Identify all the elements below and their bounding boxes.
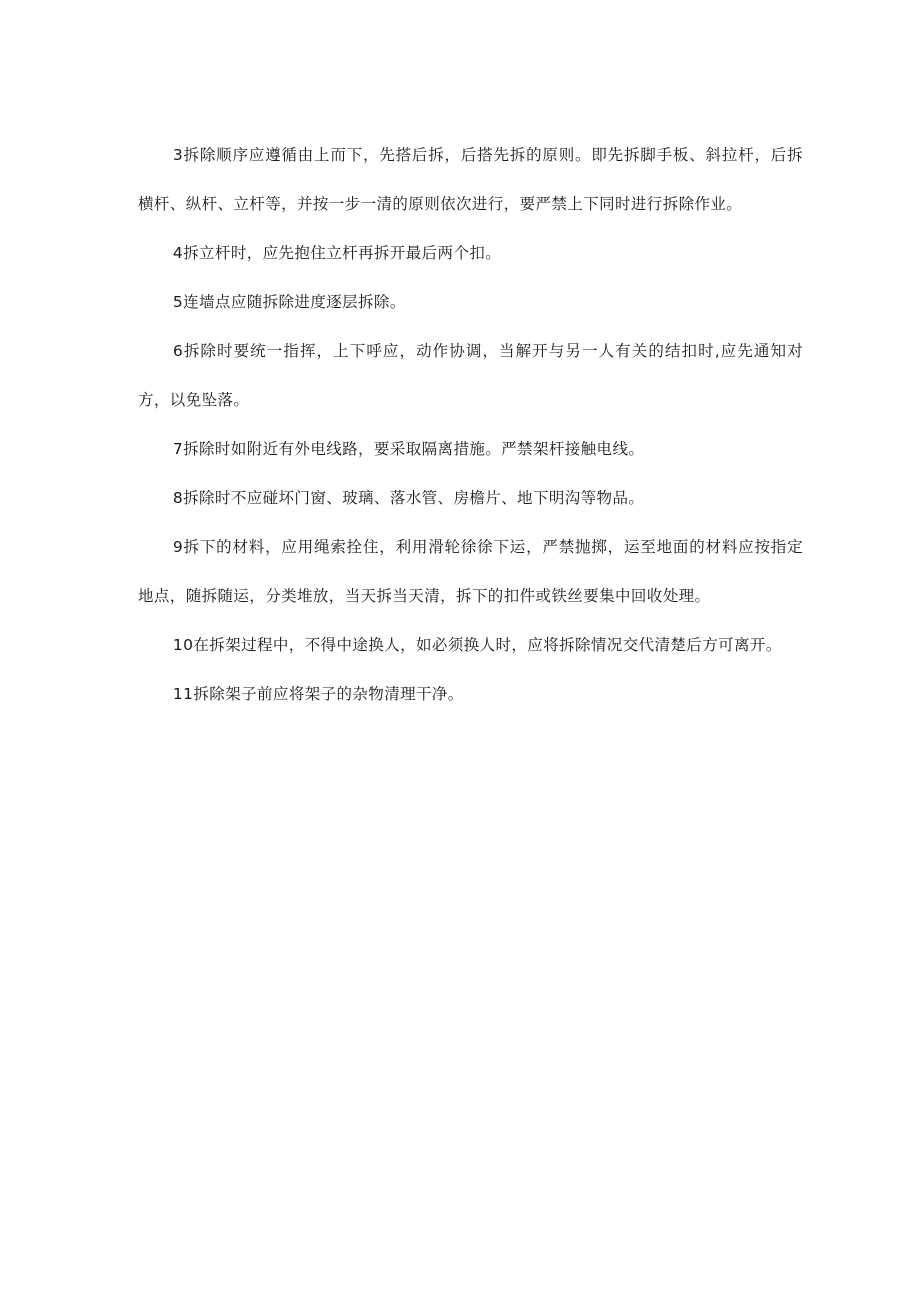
- paragraph-3: 3拆除顺序应遵循由上而下，先搭后拆，后搭先拆的原则。即先拆脚手板、斜拉杆，后拆横杆、纵杆、立杆等，并按一步一清的原则依次进行，要严禁上下同时进行拆除作业。: [138, 146, 803, 213]
- paragraph-4: 4拆立杆时，应先抱住立杆再拆开最后两个扣。: [172, 244, 502, 262]
- paragraph-7: 7拆除时如附近有外电线路，要采取隔离措施。严禁架杆接触电线。: [172, 440, 645, 458]
- paragraph-11: 11拆除架子前应将架子的杂物清理干净。: [172, 685, 464, 703]
- paragraph-6: 6拆除时要统一指挥，上下呼应，动作协调，当解开与另一人有关的结扣时,应先通知对方，以免坠落。: [138, 342, 803, 409]
- paragraph-9: 9拆下的材料，应用绳索拴住，利用滑轮徐徐下运，严禁抛掷，运至地面的材料应按指定地点，随拆随运，分类堆放，当天拆当天清，拆下的扣件或铁丝要集中回收处理。: [138, 538, 803, 605]
- document-body: [138, 131, 803, 719]
- paragraph-5: 5连墙点应随拆除进度逐层拆除。: [172, 293, 406, 311]
- paragraph-8: 8拆除时不应碰坏门窗、玻璃、落水管、房檐片、地下明沟等物品。: [172, 489, 645, 507]
- paragraph-10: 10在拆架过程中，不得中途换人，如必须换人时，应将拆除情况交代清楚后方可离开。: [172, 636, 782, 654]
